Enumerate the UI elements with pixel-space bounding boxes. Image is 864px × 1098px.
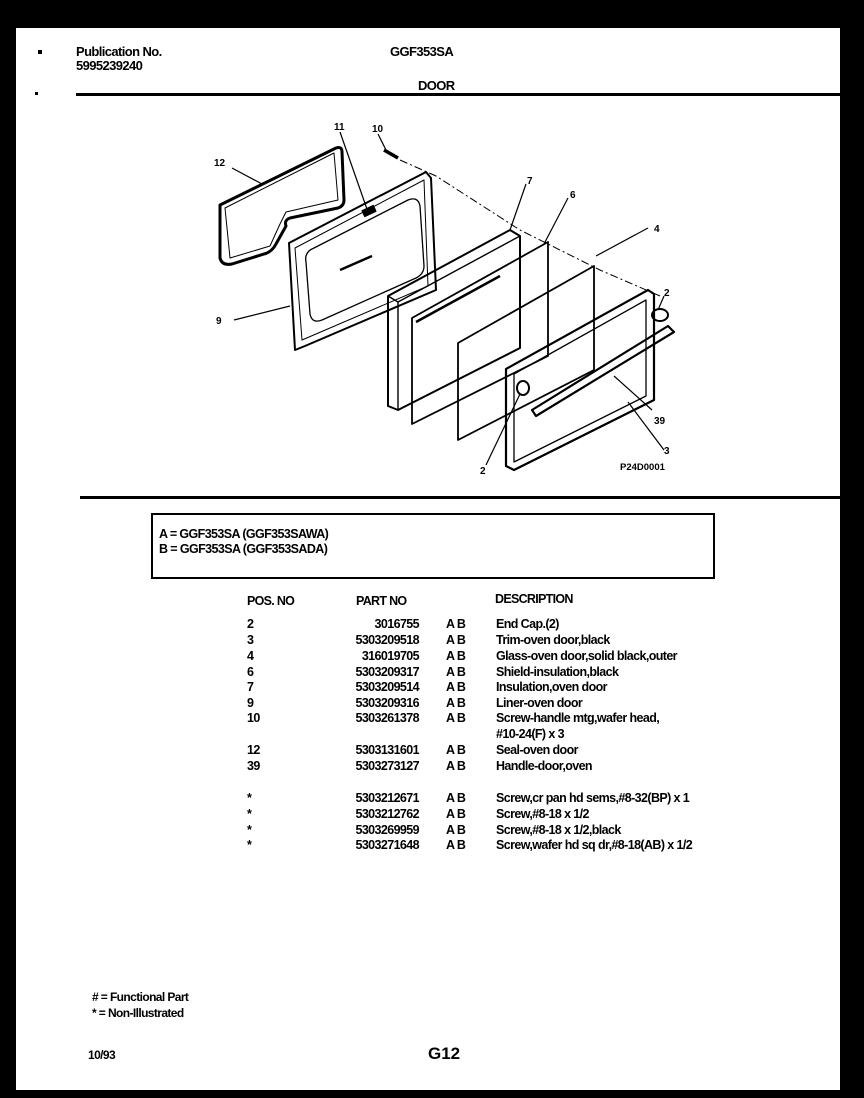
col-part-no: PART NO — [356, 594, 407, 608]
table-row: * 5303212762 A B Screw,#8-18 x 1/2 — [247, 807, 589, 821]
parts-page — [16, 28, 840, 1090]
model-key-a: A = GGF353SA (GGF353SAWA) — [159, 527, 329, 541]
callout-2-right: 2 — [664, 288, 670, 299]
callout-7: 7 — [527, 176, 533, 187]
header-rule — [76, 93, 856, 96]
callout-11: 11 — [334, 122, 345, 133]
publication-label: Publication No. — [76, 44, 162, 59]
table-row: 4 316019705 A B Glass-oven door,solid black,outer — [247, 649, 677, 663]
table-row: * 5303212671 A B Screw,cr pan hd sems,#8-32(BP) x 1 — [247, 791, 690, 805]
section-title: DOOR — [418, 78, 455, 93]
publication-number: 5995239240 — [76, 58, 143, 73]
table-row: 7 5303209514 A B Insulation,oven door — [247, 680, 607, 694]
legend-functional-part: # = Functional Part — [92, 990, 189, 1004]
callout-39: 39 — [654, 416, 666, 427]
callout-2-left: 2 — [480, 466, 486, 477]
figure-id: P24D0001 — [620, 462, 665, 473]
col-pos-no: POS. NO — [247, 594, 295, 608]
table-row: 3 5303209518 A B Trim-oven door,black — [247, 633, 610, 647]
table-row: 12 5303131601 A B Seal-oven door — [247, 743, 578, 757]
callout-12: 12 — [214, 158, 226, 169]
table-row: 6 5303209317 A B Shield-insulation,black — [247, 665, 619, 679]
callout-6: 6 — [570, 190, 576, 201]
model-key-box — [151, 513, 715, 579]
legend-non-illustrated: * = Non-Illustrated — [92, 1006, 184, 1020]
callout-9: 9 — [216, 316, 222, 327]
table-row: * 5303269959 A B Screw,#8-18 x 1/2,black — [247, 823, 621, 837]
exploded-door-diagram — [16, 98, 840, 498]
table-row-continuation: #10-24(F) x 3 — [496, 727, 564, 741]
col-description: DESCRIPTION — [495, 592, 573, 606]
table-row: 2 3016755 A B End Cap.(2) — [247, 617, 559, 631]
footer-date: 10/93 — [88, 1048, 116, 1062]
scan-speck — [38, 50, 42, 54]
model-key-b: B = GGF353SA (GGF353SADA) — [159, 542, 328, 556]
table-row: 10 5303261378 A B Screw-handle mtg,wafer head, — [247, 711, 660, 725]
scan-speck — [35, 92, 38, 95]
table-row: * 5303271648 A B Screw,wafer hd sq dr,#8-18(AB) x 1/2 — [247, 838, 693, 852]
page-number: G12 — [428, 1044, 461, 1063]
table-row: 39 5303273127 A B Handle-door,oven — [247, 759, 592, 773]
callout-3: 3 — [664, 446, 670, 457]
table-row: 9 5303209316 A B Liner-oven door — [247, 696, 583, 710]
model-number: GGF353SA — [390, 44, 454, 59]
diagram-separator — [80, 496, 840, 499]
callout-10: 10 — [372, 124, 384, 135]
callout-4: 4 — [654, 224, 660, 235]
